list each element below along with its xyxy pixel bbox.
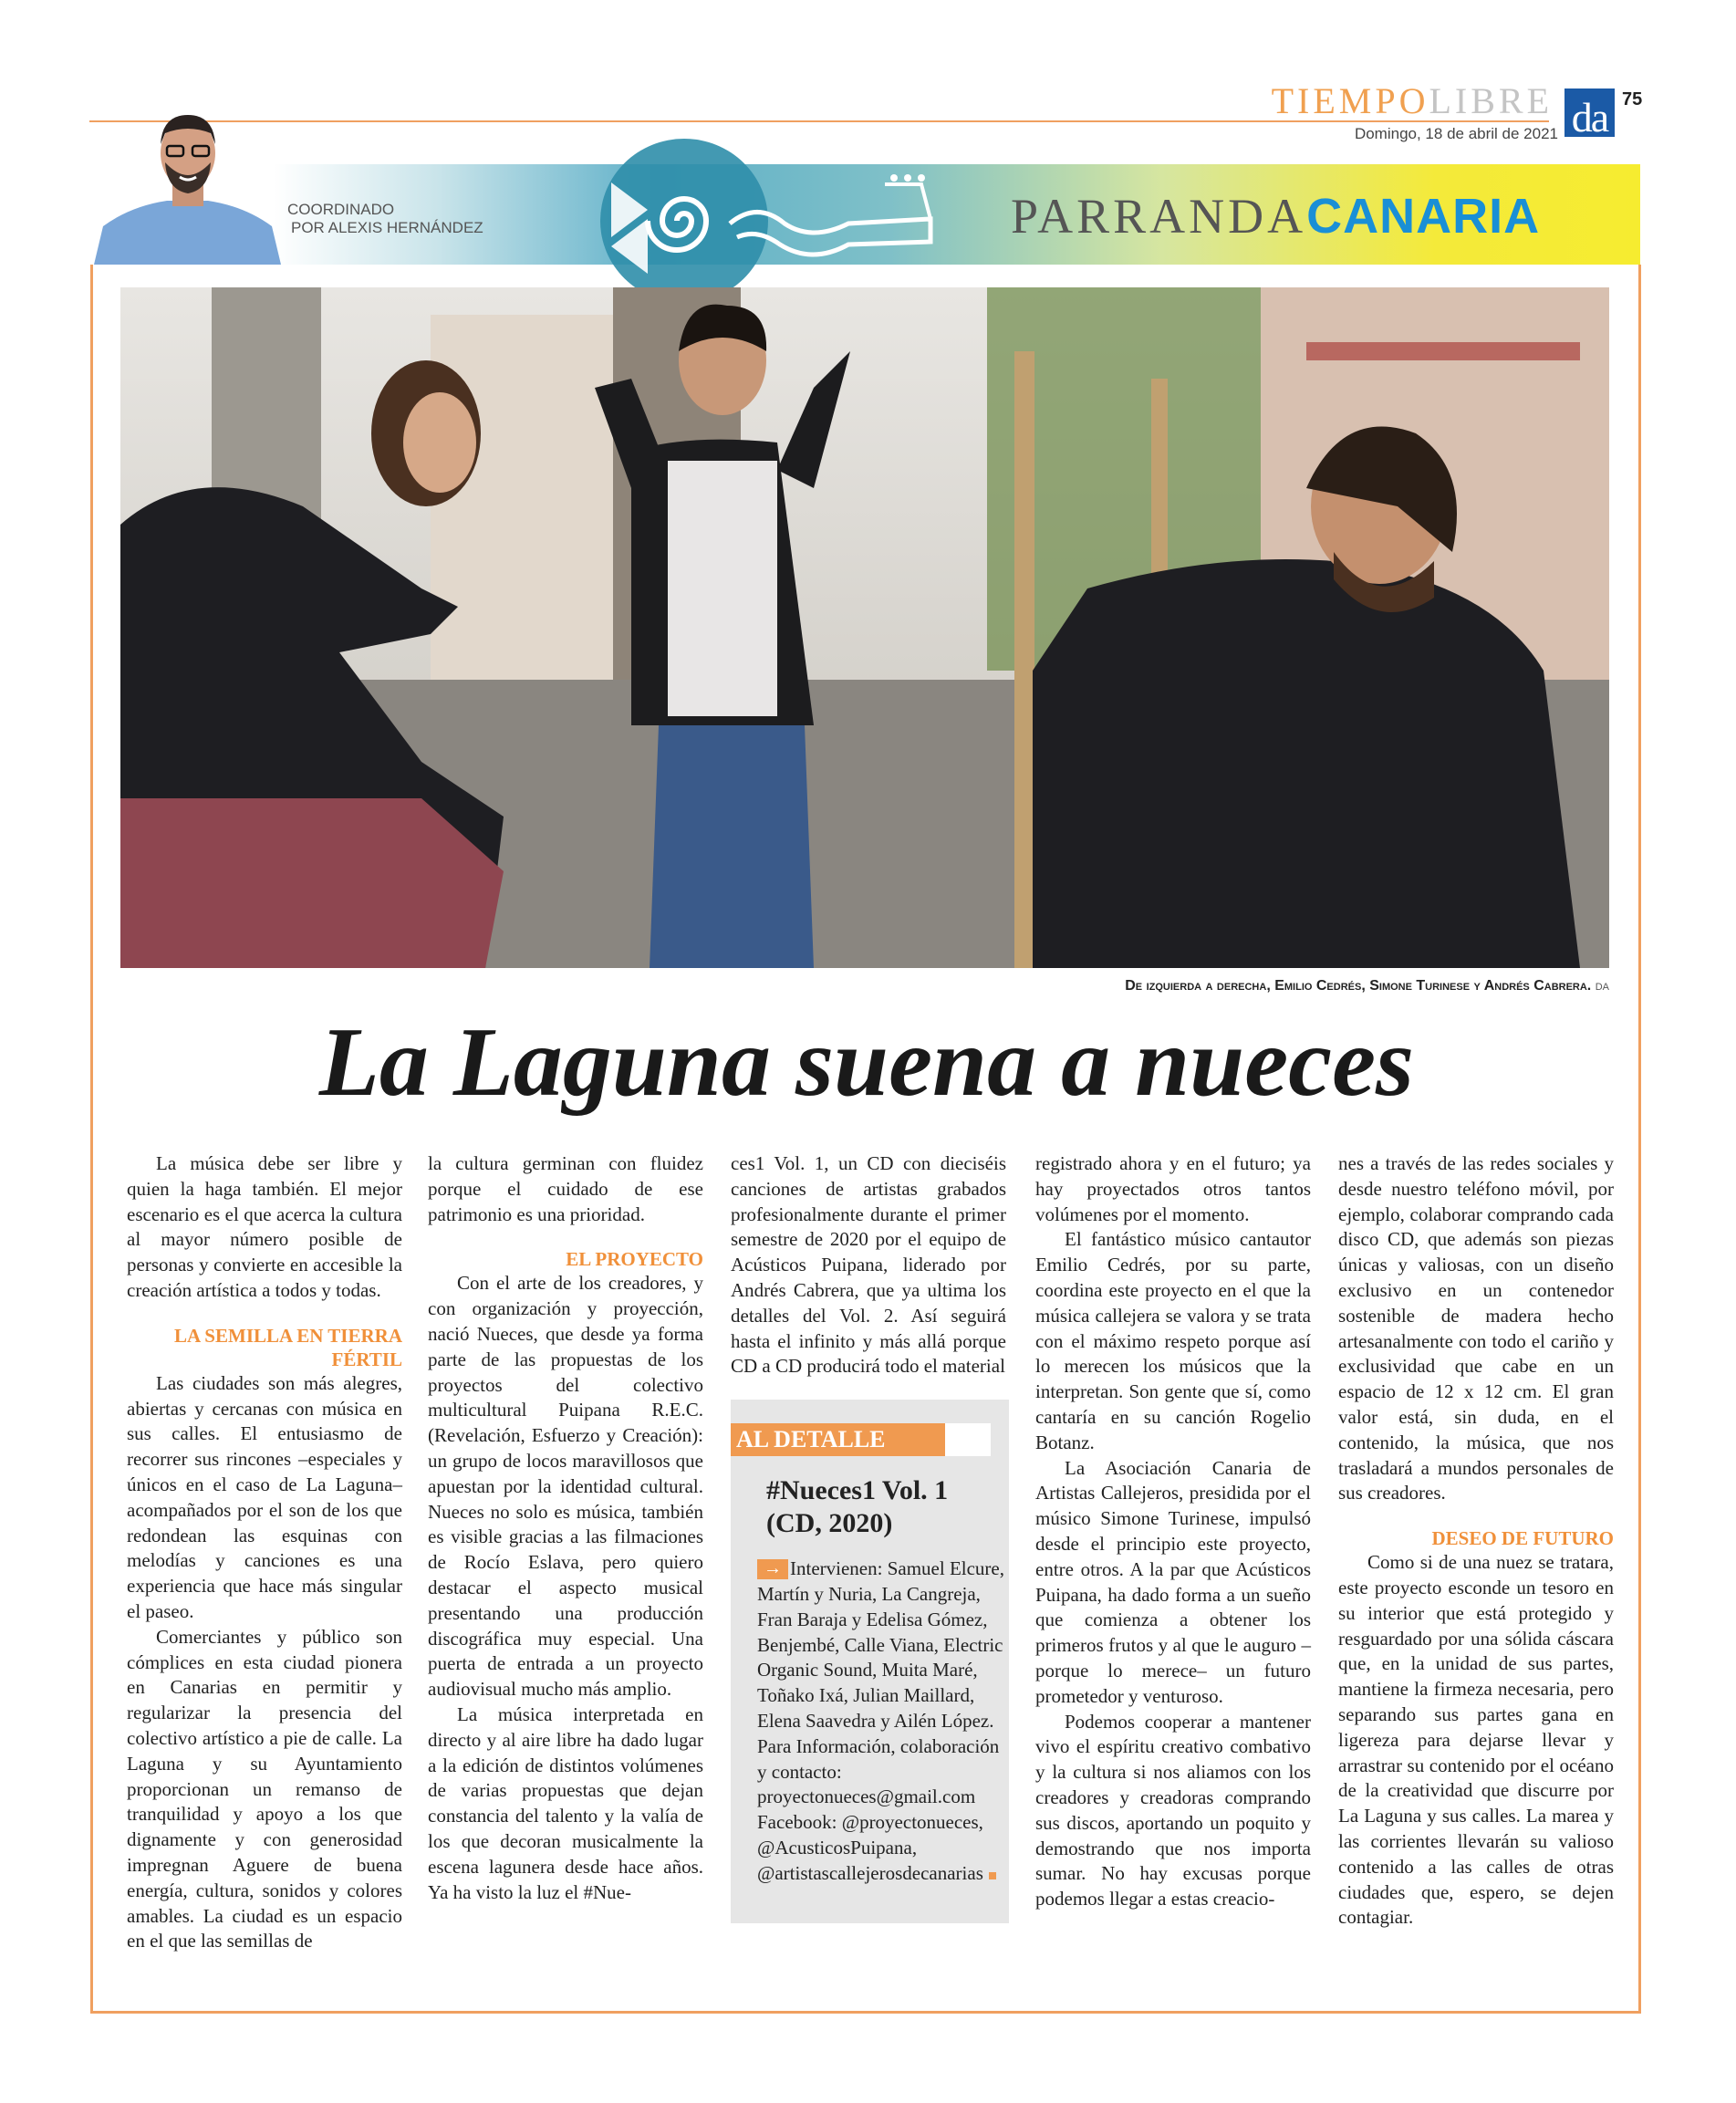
- paragraph: ces1 Vol. 1, un CD con dieciséis canciones de artistas grabados profesionalmente durante el primer semestre de 2020 por el equipo de Acústicos Puipana, liderado por Andrés Cabrera, que ya ultima los detalles del Vol. 2. Así seguirá hasta el infinito y más allá porque CD a CD producirá todo el material: [731, 1152, 1006, 1378]
- sidebar-title: #Nueces1 Vol. 1 (CD, 2020): [766, 1475, 949, 1539]
- section-name: [1177, 82, 1553, 120]
- article-column-1: [127, 1151, 402, 1954]
- paragraph: Como si de una nuez se tratara, este proyecto esconde un tesoro en su interior que está protegido y resguardado por una sólida cáscara que, en la unidad de sus partes, mantiene la firmeza necesaria, pero separando sus partes gana en ligereza para dejarse llevar y arrastrar su contenido por el océano de la creatividad que discurre por La Laguna y sus calles. La marea y las corrientes llevarán su valioso contenido a las calles de otras ciudades que, espero, se dejen contagiar.: [1338, 1551, 1614, 1929]
- section-title-b: CANARIA: [1306, 189, 1541, 244]
- paragraph: Las ciudades son más alegres, abiertas y cercanas con música en sus calles. El entusiasmo de recorrer sus rincones –especiales y únicos en el caso de La Laguna– acompañados por el son de los que redondean las esquinas con melodías y canciones es una experiencia que hace más singular el paseo.: [127, 1371, 402, 1622]
- paragraph: La música interpretada en directo y al aire libre ha dado lugar a la edición de distintos volúmenes de varias propuestas que dejan constancia del talento y la valía de los que decoran musicalmente la escena lagunera desde hace años. Ya ha visto la luz el #Nue-: [428, 1702, 703, 1903]
- caption-text: De izquierda a derecha, Emilio Cedrés, Simone Turinese y Andrés Cabrera.: [1125, 978, 1592, 994]
- coordinator-credit: [287, 201, 483, 237]
- section-title: [1011, 187, 1540, 245]
- newspaper-logo: da: [1564, 88, 1615, 137]
- sidebar-text: [757, 1556, 1005, 1886]
- author-photo: [94, 99, 281, 265]
- coordinator-name: POR ALEXIS HERNÁNDEZ: [291, 219, 483, 236]
- photo-caption: [821, 978, 1609, 994]
- sidebar-box: [731, 1400, 1009, 1922]
- paragraph: la cultura germinan con fluidez porque el cuidado de ese patrimonio es una prioridad.: [428, 1152, 703, 1225]
- issue-date: Domingo, 18 de abril de 2021: [1354, 125, 1558, 142]
- subheading: LA SEMILLA EN TIERRA FÉRTIL: [174, 1324, 402, 1370]
- sidebar-body: Intervienen: Samuel Elcure, Martín y Nuria, La Cangreja, Fran Baraja y Edelisa Gómez, Benjembé, Calle Viana, Electric Organic Sound, Muita Maré, Toñako Ixá, Julian Maillard, Elena Saavedra y Ailén López. Para Información, colaboración y contacto: proyectonueces@gmail.com Facebook: @proyectonueces, @AcusticosPuipana, @artistascallejerosdecanarias: [757, 1557, 1004, 1884]
- sidebar-label-text: AL DETALLE: [731, 1423, 945, 1456]
- arrow-right-icon: →: [757, 1559, 788, 1579]
- subheading: EL PROYECTO: [566, 1248, 703, 1271]
- paragraph: Podemos cooperar a mantener vivo el espíritu creativo combativo y la cultura si nos aliamos con los creadores y creadoras comprando sus discos, aportando un poquito y demostrando que nos importa sumar. No hay excusas porque podemos llegar a estas creacio-: [1035, 1710, 1311, 1910]
- article-photo: [120, 287, 1609, 968]
- section-title-a: PARRANDA: [1011, 189, 1307, 244]
- paragraph: nes a través de las redes sociales y desde nuestro teléfono móvil, por ejemplo, colaborar comprando cada disco CD, que además son piezas únicas y valiosas, con un diseño exclusivo en un contenedor sostenible de madera hecho artesanalmente con todo el cariño y exclusividad que cabe en un espacio de 12 x 12 cm. El gran valor está, sin duda, en el contenido, la música, que nos trasladará a mundos personales de sus creadores.: [1338, 1152, 1614, 1504]
- end-mark-icon: [989, 1872, 996, 1879]
- article-column-4: [1035, 1151, 1311, 1912]
- subheading: DESEO DE FUTURO: [1431, 1527, 1614, 1550]
- section-name-a: TIEMPO: [1271, 80, 1429, 121]
- photo-credit: da: [1595, 978, 1609, 994]
- article-column-3: [731, 1151, 1006, 1923]
- paragraph: Con el arte de los creadores, y con organización y proyección, nació Nueces, que desde ya forma parte de las propuestas de los proyectos del colectivo multicultural Puipana R.E.C. (Revelación, Esfuerzo y Creación): un grupo de locos maravillosos que apuestan por la identidad cultural. Nueces no solo es música, también es visible gracias a las filmaciones de Rocío Eslava, pero quiero destacar el aspecto musical presentando una producción discográfica muy especial. Una puerta de entrada a un proyecto audiovisual mucho más amplio.: [428, 1272, 703, 1701]
- coordinator-label: COORDINADO: [287, 201, 395, 218]
- paragraph: La Asociación Canaria de Artistas Callejeros, presidida por el músico Simone Turinese, impulsó desde el principio este proyecto, entre otros. A la par que Acústicos Puipana, ha dado forma a un sueño que comienza a obtener los primeros frutos y al que le auguro –porque lo merece– un futuro prometedor y venturoso.: [1035, 1456, 1311, 1707]
- article-column-2: [428, 1151, 703, 1905]
- article-column-5: [1338, 1151, 1614, 1931]
- paragraph: registrado ahora y en el futuro; ya hay proyectados otros tantos volúmenes por el momento.: [1035, 1152, 1311, 1225]
- article-headline: La Laguna suena a nueces: [318, 1008, 1415, 1117]
- sidebar-label: [731, 1423, 991, 1456]
- paragraph: El fantástico músico cantautor Emilio Cedrés, por su parte, coordina este proyecto en el que la música callejera se valora y se trata con el máximo respeto porque así lo merecen los músicos que la interpretan. Son gente que sí, como cantaría en su canción Rogelio Botanz.: [1035, 1228, 1311, 1453]
- page-number: 75: [1622, 89, 1643, 109]
- paragraph: Comerciantes y público son cómplices en esta ciudad pionera en Canarias en permitir y regularizar la presencia del colectivo artístico a pie de calle. La Laguna y su Ayuntamiento proporcionan un remanso de tranquilidad y apoyo a los que dignamente y con generosidad impregnan Aguere de buena energía, cultura, sonidos y colores amables. La ciudad es un espacio en el que las semillas de: [127, 1625, 402, 1952]
- section-name-b: LIBRE: [1429, 80, 1553, 121]
- paragraph: La música debe ser libre y quien la haga también. El mejor escenario es el que acerca la cultura al mayor número posible de personas y convierte en accesible la creación artística a todos y todas.: [127, 1152, 402, 1301]
